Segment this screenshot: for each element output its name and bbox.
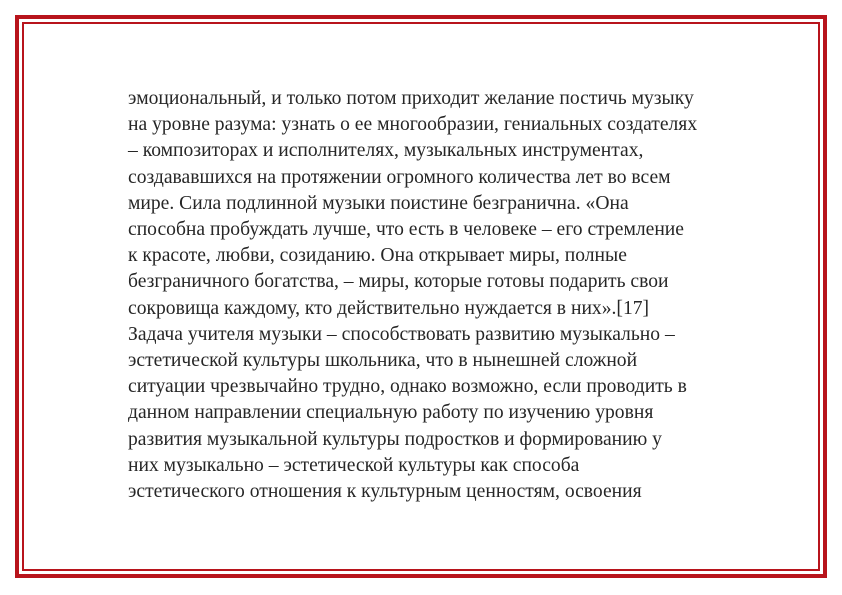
body-text xyxy=(128,86,768,505)
text-line: способна пробуждать лучше, что есть в человеке – его стремление xyxy=(128,219,684,241)
text-line: сокровища каждому, кто действительно нуждается в них».[17] xyxy=(128,297,650,319)
text-line: эстетического отношения к культурным ценностям, освоения xyxy=(128,481,642,503)
text-line: к красоте, любви, созиданию. Она открывает миры, полные xyxy=(128,245,627,267)
text-line: Задача учителя музыки – способствовать развитию музыкально – xyxy=(128,323,675,345)
text-line: них музыкально – эстетической культуры как способа xyxy=(128,454,580,476)
text-line: – композиторах и исполнителях, музыкальных инструментах, xyxy=(128,140,644,162)
text-line: ситуации чрезвычайно трудно, однако возможно, если проводить в xyxy=(128,376,687,398)
text-line: на уровне разума: узнать о ее многообразии, гениальных создателях xyxy=(128,114,698,136)
text-line: безграничного богатства, – миры, которые готовы подарить свои xyxy=(128,271,669,293)
text-line: эмоциональный, и только потом приходит желание постичь музыку xyxy=(128,88,694,109)
text-line: создававшихся на протяжении огромного количества лет во всем xyxy=(128,166,671,188)
text-line: эстетической культуры школьника, что в нынешней сложной xyxy=(128,350,638,372)
text-line: мире. Сила подлинной музыки поистине безгранична. «Она xyxy=(128,192,629,214)
text-line: данном направлении специальную работу по изучению уровня xyxy=(128,402,654,424)
text-line: развития музыкальной культуры подростков и формированию у xyxy=(128,428,662,450)
